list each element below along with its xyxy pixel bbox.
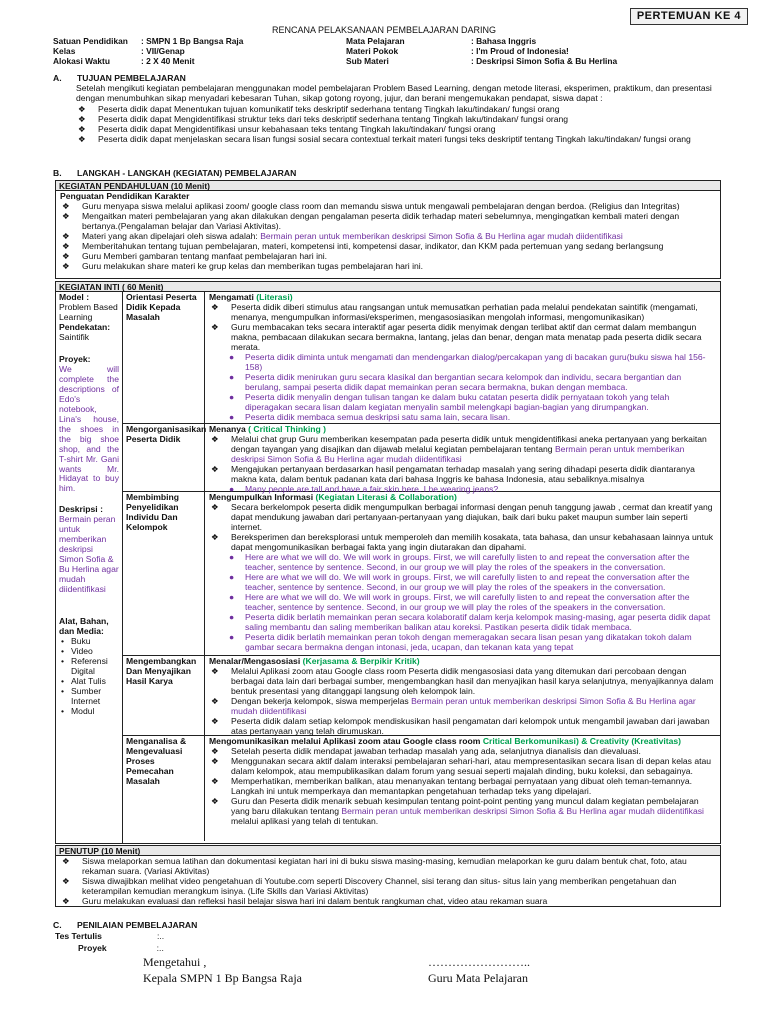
media-item-text: Alat Tulis bbox=[71, 675, 106, 686]
step-heading-text: Mengumpulkan Informasi bbox=[209, 492, 314, 502]
opening-activity-box bbox=[55, 180, 721, 279]
step-sub-list bbox=[209, 485, 716, 495]
step-activity-list bbox=[209, 667, 716, 737]
approach-heading: Pendekatan: bbox=[59, 321, 111, 332]
media-item-text: Buku bbox=[71, 636, 91, 647]
opening-item bbox=[60, 212, 716, 232]
step-activity-item-text: Melalui chat grup Guru memberikan kesempatan pada peserta didik untuk mengidentifikasi aneka pertanyaan yang berkaitan dengan tayangan yang disajikan dan dijawab melalui kegiatan pembelajaran tentang bbox=[231, 433, 707, 454]
media-item bbox=[59, 707, 119, 717]
diamond-bullet-icon: ❖ bbox=[211, 321, 219, 332]
media-item bbox=[59, 657, 119, 677]
step-sub-item-text: Here are what we will do. We will work in groups. First, we will carefully listen to and repeat the conversation after the teacher, sentence by sentence. Second, in our group we will play the roles of the speakers in the conversation. bbox=[245, 551, 690, 572]
step-sub-item-text: Peserta didik membaca semua deskripsi satu sama lain, secara lisan. bbox=[245, 411, 511, 422]
step-activity-item-text: Secara berkelompok peserta didik mengumpulkan berbagai informasi dengan penuh tanggung jawab , cermat dan kreatif yang dapat mendukung jawaban dari pertanyaan-pertanyaan yang diajukan, baik dari buku paket maupun sumber lain seperti internet. bbox=[231, 501, 713, 532]
section-c-heading bbox=[53, 921, 197, 931]
circle-bullet-icon: ● bbox=[229, 483, 235, 494]
step-activity-item bbox=[209, 435, 716, 465]
closing-item bbox=[60, 877, 716, 897]
step-content bbox=[205, 292, 720, 423]
character-education-subtitle: Penguatan Pendidikan Karakter bbox=[60, 191, 190, 201]
media-item-text: Modul bbox=[71, 705, 95, 716]
step-activity-item bbox=[209, 323, 716, 353]
project-assessment-label bbox=[78, 944, 164, 954]
opening-item-highlight: Bermain peran untuk memberikan deskripsi Simon Sofia & Bu Herlina agar mudah diidentifikasi bbox=[260, 230, 623, 241]
header-info-table bbox=[53, 37, 733, 67]
step-skill-tag: (Kerjasama & Berpikir Kritik) bbox=[302, 656, 420, 666]
step-activity-item-text: Guru membacakan teks secara interaktif agar peserta didik menyimak dengan terlibat aktif dan cermat dalam membangun makna, pembacaan dilakukan secara bermakna, lantang, jelas dan benar, dengan mata menatap pada peserta didik secara merata. bbox=[231, 321, 702, 352]
acknowledged-label: Mengetahui , bbox=[143, 955, 207, 969]
step-activity-item-text: Dengan bekerja kelompok, siswa memperjelas bbox=[231, 695, 412, 706]
opening-item bbox=[60, 262, 716, 272]
objective-item-text: Peserta didik dapat Mengidentifikasi unsur kebahasaan teks tentang Tingkah laku/tindakan/ fungsi orang bbox=[98, 123, 496, 134]
diamond-bullet-icon: ❖ bbox=[211, 463, 219, 474]
step-activity-item-text: Peserta didik diberi stimulus atau rangsangan untuk memusatkan perhatian pada melalui pendekatan saintifik (mengamati, menanya, mengumpulkan informasi/eksperimen, mengasosiasikan mengolah informasi, mengomunikasikan) bbox=[231, 301, 698, 322]
core-step-row bbox=[123, 736, 720, 841]
dot-bullet-icon: • bbox=[61, 685, 65, 696]
closing-item-text: Siswa melaporkan semua latihan dan dokumentasi kegiatan hari ini di buku siswa masing-masing, kemudian melaporkan ke guru dalam bentuk chat, foto, atau rekaman suara. (Variasi Aktivitas) bbox=[82, 856, 687, 876]
diamond-bullet-icon: ❖ bbox=[211, 301, 219, 312]
core-activity-title: KEGIATAN INTI ( 60 Menit) bbox=[56, 282, 720, 292]
header-cell: Kelas bbox=[53, 46, 76, 56]
step-heading-text: Mengamati bbox=[209, 292, 254, 302]
diamond-bullet-icon: ❖ bbox=[62, 856, 70, 866]
closing-activity-title: PENUTUP (10 Menit) bbox=[56, 846, 720, 856]
header-cell: : Bahasa Inggris bbox=[471, 36, 537, 46]
step-sub-item-text: Peserta didik diminta untuk mengamati dan mendengarkan dialog/percakapan yang di bacakan guru(buku siswa hal 156-158) bbox=[245, 351, 706, 372]
section-b-number: B. bbox=[53, 168, 62, 178]
core-step-row bbox=[123, 292, 720, 424]
step-sub-item bbox=[229, 353, 716, 373]
media-heading: Alat, Bahan, dan Media: bbox=[59, 616, 109, 637]
step-activity-list bbox=[209, 503, 716, 553]
dot-bullet-icon: • bbox=[61, 656, 65, 666]
step-activity-item-text: Guru dan Peserta didik menarik sebuah kesimpulan tentang point-point penting yang muncul dalam kegiatan pembelajaran yang baru dilakukan tentang bbox=[231, 795, 699, 816]
step-activity-item-text: Melalui Aplikasi zoom atau Google class room Peserta didik mengasosiasi data yang ditemukan dari percobaan dengan berbagai data lain dari berbagai sumber, mengembangkan hasil dan menyajikan hasil karya selanjutnya, menyajikannya dalam bentuk presentasi yang ditanggapi langsung oleh kelompok lain. bbox=[231, 665, 714, 696]
circle-bullet-icon: ● bbox=[229, 631, 235, 642]
circle-bullet-icon: ● bbox=[229, 591, 235, 602]
step-sub-item-text: Peserta didik berlatih memainkan peran secara kolaboratif dalam kerja kelompok masing-masing, agar peserta didik dapat saling membantu dan saling memberikan balikan atau koreksi. Pastikan peserta didik tidak membaca. bbox=[245, 611, 711, 632]
written-test-label bbox=[55, 932, 164, 942]
section-b-heading bbox=[53, 169, 296, 179]
step-skill-tag: (Kegiatan Literasi & Collaboration) bbox=[315, 492, 457, 502]
step-activity-item bbox=[209, 667, 716, 697]
teacher-title: Guru Mata Pelajaran bbox=[428, 971, 528, 985]
step-sub-item bbox=[229, 553, 716, 573]
diamond-bullet-icon: ❖ bbox=[211, 775, 219, 786]
diamond-bullet-icon: ❖ bbox=[211, 745, 219, 756]
circle-bullet-icon: ● bbox=[229, 411, 235, 422]
opening-item-text: Guru Memberi gambaran tentang manfaat pembelajaran hari ini. bbox=[82, 250, 328, 261]
header-cell: : 2 X 40 Menit bbox=[141, 56, 195, 66]
learning-objectives bbox=[76, 84, 722, 145]
diamond-bullet-icon: ❖ bbox=[211, 715, 219, 726]
diamond-bullet-icon: ❖ bbox=[62, 240, 70, 251]
opening-activity-list bbox=[60, 202, 716, 272]
project-assessment-text: Proyek bbox=[78, 943, 107, 953]
closing-item-text: Siswa diwajibkan melihat video pengetahuan di Youtube.com seperti Discovery Channel, sisi terang dan situs- situs lain yang memberikan pengetahuan dan keterampilan kemudian merangkum isinya. (Life Skills dan Variasi Aktivitas) bbox=[82, 875, 677, 896]
project-assessment-dots: :.. bbox=[156, 943, 164, 953]
diamond-bullet-icon: ❖ bbox=[62, 895, 70, 906]
step-sub-list bbox=[209, 553, 716, 653]
opening-item-text: Memberitahukan tentang tujuan pembelajaran, materi, kompetensi inti, kompetensi dasar, indikator, dan KKM pada pertemuan yang sedang berlangsung bbox=[82, 240, 664, 251]
step-skill-tag: (Literasi) bbox=[256, 292, 293, 302]
media-item bbox=[59, 687, 119, 707]
header-cell: Sub Materi bbox=[346, 56, 389, 66]
media-list bbox=[59, 637, 119, 717]
diamond-bullet-icon: ❖ bbox=[211, 531, 219, 542]
step-heading-text: Mengomunikasikan melalui Aplikasi zoom atau Google class room bbox=[209, 736, 481, 746]
step-content bbox=[205, 656, 720, 735]
step-activity-item bbox=[209, 465, 716, 485]
header-cell: : VII/Genap bbox=[141, 46, 185, 56]
diamond-bullet-icon: ❖ bbox=[211, 433, 219, 444]
step-label: Menganalisa & Mengevaluasi Proses Pemecahan Masalah bbox=[123, 736, 205, 841]
written-test-text: Tes Tertulis bbox=[55, 931, 102, 941]
step-sub-item-text: Peserta didik menirukan guru secara klasikal dan bergantian secara kelompok dan individu, secara bergantian dan berulang, sampai peserta didik dapat memainkan peran secara bermakna, bukan dengan membaca. bbox=[245, 371, 682, 392]
project-heading: Proyek: bbox=[59, 353, 91, 364]
objective-item bbox=[76, 135, 722, 145]
opening-item-text: Guru menyapa siswa melalui aplikasi zoom/ google class room dan memandu siswa untuk mengawali pembelajaran dengan berdoa. (Religius dan Integritas) bbox=[82, 200, 680, 211]
dot-bullet-icon: • bbox=[61, 646, 65, 657]
diamond-bullet-icon: ❖ bbox=[62, 210, 70, 221]
diamond-bullet-icon: ❖ bbox=[62, 260, 70, 271]
step-activity-item bbox=[209, 503, 716, 533]
objective-item-text: Peserta didik dapat Mengidentifikasi struktur teks dari teks deskriptif sederhana tentang Tingkah laku/tindakan/ fungsi orang bbox=[98, 113, 569, 124]
circle-bullet-icon: ● bbox=[229, 391, 235, 402]
media-item-text: Video bbox=[71, 646, 93, 657]
step-content bbox=[205, 424, 720, 494]
diamond-bullet-icon: ❖ bbox=[78, 123, 86, 134]
closing-item bbox=[60, 897, 716, 907]
section-c-title: PENILAIAN PEMBELAJARAN bbox=[77, 920, 198, 930]
step-activity-list bbox=[209, 435, 716, 485]
step-label: Orientasi Peserta Didik Kepada Masalah bbox=[123, 292, 205, 423]
diamond-bullet-icon: ❖ bbox=[211, 795, 219, 806]
model-value: Problem Based Learning bbox=[59, 301, 118, 322]
diamond-bullet-icon: ❖ bbox=[62, 200, 70, 211]
core-step-row bbox=[123, 656, 720, 736]
step-activity-highlight: Bermain peran untuk memberikan deskripsi Simon Sofia & Bu Herlina agar mudah diidentifikasi bbox=[341, 805, 704, 816]
header-row bbox=[53, 57, 733, 67]
step-activity-item-text: Setelah peserta didik mendapat jawaban terhadap masalah yang ada, selanjutnya dianalisis dan dievaluasi. bbox=[231, 745, 641, 756]
objective-item-text: Peserta didik dapat Menentukan tujuan komunikatif teks deskriptif sederhana tentang Tingkah laku/tindakan/ fungsi orang bbox=[98, 103, 560, 114]
diamond-bullet-icon: ❖ bbox=[62, 875, 70, 886]
media-item-text: Referensi Digital bbox=[71, 656, 108, 676]
approach-value: Saintifik bbox=[59, 331, 90, 342]
step-sub-item-text: Here are what we will do. We will work in groups. First, we will carefully listen to and repeat the conversation after the teacher, sentence by sentence. Second, in our group we will play the roles of the speakers in the conversation. bbox=[245, 591, 690, 612]
step-skill-tag: ( Critical Thinking ) bbox=[248, 424, 326, 434]
circle-bullet-icon: ● bbox=[229, 351, 235, 362]
diamond-bullet-icon: ❖ bbox=[78, 133, 86, 144]
step-label: Mengembangkan Dan Menyajikan Hasil Karya bbox=[123, 656, 205, 735]
step-label: Mengorganisasikan Peserta Didik bbox=[123, 424, 205, 491]
objective-item-text: Peserta didik dapat menjelaskan secara lisan fungsi sosial secara contextual terkait materi fungsi teks deskriptif tentang Tingkah laku/tindakan/ fungsi orang bbox=[98, 133, 691, 144]
step-sub-item bbox=[229, 613, 716, 633]
step-activity-item-text: Mengajukan pertanyaan berdasarkan hasil pengamatan terhadap masalah yang sering dihadapi peserta didik diantaranya makna kata, dalam bentuk padanan kata dari bahasa Inggris ke bahasa Indonesia, atau sebaliknya.misalnya bbox=[231, 463, 695, 484]
section-b-title: LANGKAH - LANGKAH (KEGIATAN) PEMBELAJARAN bbox=[77, 168, 297, 178]
dot-bullet-icon: • bbox=[61, 636, 65, 647]
step-sub-item bbox=[229, 593, 716, 613]
description-value: Bermain peran untuk memberikan deskripsi Simon Sofia & Bu Herlina agar mudah diidentifikasi bbox=[59, 514, 119, 595]
description-heading: Deskripsi : bbox=[59, 504, 103, 515]
step-sub-item bbox=[229, 485, 716, 495]
step-activity-item-text: Bereksperimen dan bereksplorasi untuk memperoleh dan memilih kosakata, tata bahasa, dan unsur kebahasaan lainnya untuk dapat mengomunikasikan berbagai fakta yang ingin diutarakan dan dipahami. bbox=[231, 531, 714, 552]
header-cell: Satuan Pendidikan bbox=[53, 36, 128, 46]
step-sub-list bbox=[209, 353, 716, 423]
diamond-bullet-icon: ❖ bbox=[78, 103, 86, 114]
step-skill-tag: Critical Berkomunikasi) & Creativity (Kreativitas) bbox=[482, 736, 682, 746]
project-value: We will complete the descriptions of Edo's notebook, Lina's house, the shoes in the big shoe shop, and the T-shirt Mr. Gani wants Mr. Hidayat to buy him. bbox=[59, 363, 119, 494]
diamond-bullet-icon: ❖ bbox=[211, 755, 219, 766]
opening-activity-title: KEGIATAN PENDAHULUAN (10 Menit) bbox=[56, 181, 720, 191]
dot-bullet-icon: • bbox=[61, 675, 65, 686]
opening-item-text: Guru melakukan share materi ke grup kelas dan memberikan tugas pembelajaran hari ini. bbox=[82, 260, 424, 271]
step-activity-item bbox=[209, 697, 716, 717]
step-sub-item-text: Here are what we will do. We will work in groups. First, we will carefully listen to and repeat the conversation after the teacher, sentence by sentence. Second, in our group we will play the roles of the speakers in the conversation. bbox=[245, 571, 690, 592]
step-activity-item-text: Menggunakan secara aktif dalam interaksi pembelajaran sehari-hari, atau mempresentasikan secara lisan di depan kelas atau dalam kelompok, atau mempublikasikan dalam forum yang sesuai seperti majalah dinding, buku koleksi, dan sebagainya. bbox=[231, 755, 712, 776]
step-heading-text: Menalar/Mengasosiasi bbox=[209, 656, 301, 666]
header-cell: Materi Pokok bbox=[346, 46, 399, 56]
opening-item-text: Mengaitkan materi pembelajaran yang akan dilakukan dengan pengalaman peserta didik terhadap materi sebelumnya, mengingatkan kembali materi dengan bertanya.(Pengalaman belajar dan Variasi Aktivitas). bbox=[82, 210, 680, 231]
closing-item-text: Guru melakukan evaluasi dan refleksi hasil belajar siswa hari ini dalam bentuk rangkuman chat, video atau rekaman suara bbox=[82, 895, 548, 906]
step-activity-highlight: Bermain peran untuk memberikan deskripsi Simon Sofia & Bu Herlina agar mudah diidentifikasi bbox=[231, 443, 685, 464]
step-activity-item bbox=[209, 757, 716, 777]
core-step-row bbox=[123, 424, 720, 492]
step-sub-item bbox=[229, 413, 716, 423]
step-content bbox=[205, 492, 720, 655]
date-dots: …………………….. bbox=[428, 955, 530, 969]
circle-bullet-icon: ● bbox=[229, 571, 235, 582]
section-c-number: C. bbox=[53, 920, 62, 930]
diamond-bullet-icon: ❖ bbox=[211, 695, 219, 706]
section-a-number: A. bbox=[53, 73, 62, 83]
closing-activity-box bbox=[55, 845, 721, 907]
diamond-bullet-icon: ❖ bbox=[78, 113, 86, 124]
model-heading: Model : bbox=[59, 292, 90, 302]
step-sub-item-text: Many people are tall and have a fair skin here. I he wearing jeans? bbox=[245, 483, 499, 494]
step-activity-item bbox=[209, 797, 716, 827]
circle-bullet-icon: ● bbox=[229, 611, 235, 622]
meeting-badge: PERTEMUAN KE 4 bbox=[630, 8, 748, 25]
step-sub-item bbox=[229, 633, 716, 653]
step-activity-item-text: Memperhatikan, memberikan balikan, atau menanyakan tentang berbagai pernyataan yang dibuat oleh teman-temannya. Langkah ini untuk memperkaya dan memantapkan pengetahuan terhadap teks yang dipelajari. bbox=[231, 775, 693, 796]
diamond-bullet-icon: ❖ bbox=[211, 665, 219, 676]
step-content bbox=[205, 736, 720, 841]
header-cell: : I'm Proud of Indonesia! bbox=[471, 46, 569, 56]
document-title: RENCANA PELAKSANAAN PEMBELAJARAN DARING bbox=[271, 25, 497, 35]
step-sub-item-text: Peserta didik berlatih memainkan peran tokoh dengan memeragakan secara lisan pesan yang dikatakan tokoh dalam gambar secara bermakna dengan intonasi, jeda, ucapan, dan tekanan kata yang tepat bbox=[245, 631, 692, 652]
step-activity-item bbox=[209, 303, 716, 323]
opening-item-text: Materi yang akan dipelajari oleh siswa adalah: bbox=[82, 230, 261, 241]
diamond-bullet-icon: ❖ bbox=[62, 230, 70, 241]
header-cell: Alokasi Waktu bbox=[53, 56, 110, 66]
header-cell: : Deskripsi Simon Sofia & Bu Herlina bbox=[471, 56, 618, 66]
step-sub-item bbox=[229, 393, 716, 413]
core-activity-box bbox=[55, 281, 721, 844]
closing-activity-list bbox=[60, 857, 716, 907]
objectives-list bbox=[76, 105, 722, 145]
step-activity-list bbox=[209, 747, 716, 827]
step-activity-item-text: Peserta didik dalam setiap kelompok mendiskusikan hasil pengamatan dari kelompok untuk mengambil jawaban dari jawaban atas pertanyaan yang telah dirumuskan. bbox=[231, 715, 710, 736]
header-cell: Mata Pelajaran bbox=[346, 36, 405, 46]
diamond-bullet-icon: ❖ bbox=[62, 250, 70, 261]
objectives-intro: Setelah mengikuti kegiatan pembelajaran menggunakan model pembelajaran Problem Based Learning, dengan metode literasi, eksperimen, praktikum, dan presentasi dengan menumbuhkan sikap menyadari kebesaran Tuhan, sikap gotong royong, jujur, dan berani mengemukakan pendapat, siswa dapat : bbox=[76, 83, 712, 103]
step-activity-tail: melalui aplikasi yang telah di tentukan. bbox=[231, 815, 379, 826]
media-item-text: Sumber Internet bbox=[71, 685, 102, 706]
header-cell: : SMPN 1 Bp Bangsa Raja bbox=[141, 36, 244, 46]
step-activity-item bbox=[209, 777, 716, 797]
step-activity-list bbox=[209, 303, 716, 353]
step-sub-item-text: Peserta didik menyalin dengan tulisan tangan ke dalam buku catatan peserta didik pernyataan tokoh yang telah diperagakan secara lisan dalam kegiatan menyalin sambil melengkapi bagian-bagian yang dirumpangkan. bbox=[245, 391, 670, 412]
section-a-title: TUJUAN PEMBELAJARAN bbox=[77, 73, 186, 83]
circle-bullet-icon: ● bbox=[229, 551, 235, 562]
closing-item bbox=[60, 857, 716, 877]
step-activity-item bbox=[209, 717, 716, 737]
principal-title: Kepala SMPN 1 Bp Bangsa Raja bbox=[143, 971, 302, 985]
diamond-bullet-icon: ❖ bbox=[211, 501, 219, 512]
written-test-dots: :.. bbox=[156, 931, 165, 941]
dot-bullet-icon: • bbox=[61, 705, 65, 716]
step-activity-item bbox=[209, 533, 716, 553]
step-activity-highlight: Bermain peran untuk memberikan deskripsi Simon Sofia & Bu Herlina agar mudah diidentifikasi bbox=[231, 695, 696, 716]
core-steps-table bbox=[123, 292, 720, 843]
step-label: Membimbing Penyelidikan Individu Dan Kelompok bbox=[123, 492, 205, 655]
core-side-column bbox=[56, 292, 123, 843]
step-sub-item bbox=[229, 573, 716, 593]
circle-bullet-icon: ● bbox=[229, 371, 235, 382]
step-heading-text: Menanya bbox=[209, 424, 246, 434]
core-step-row bbox=[123, 492, 720, 656]
step-sub-item bbox=[229, 373, 716, 393]
